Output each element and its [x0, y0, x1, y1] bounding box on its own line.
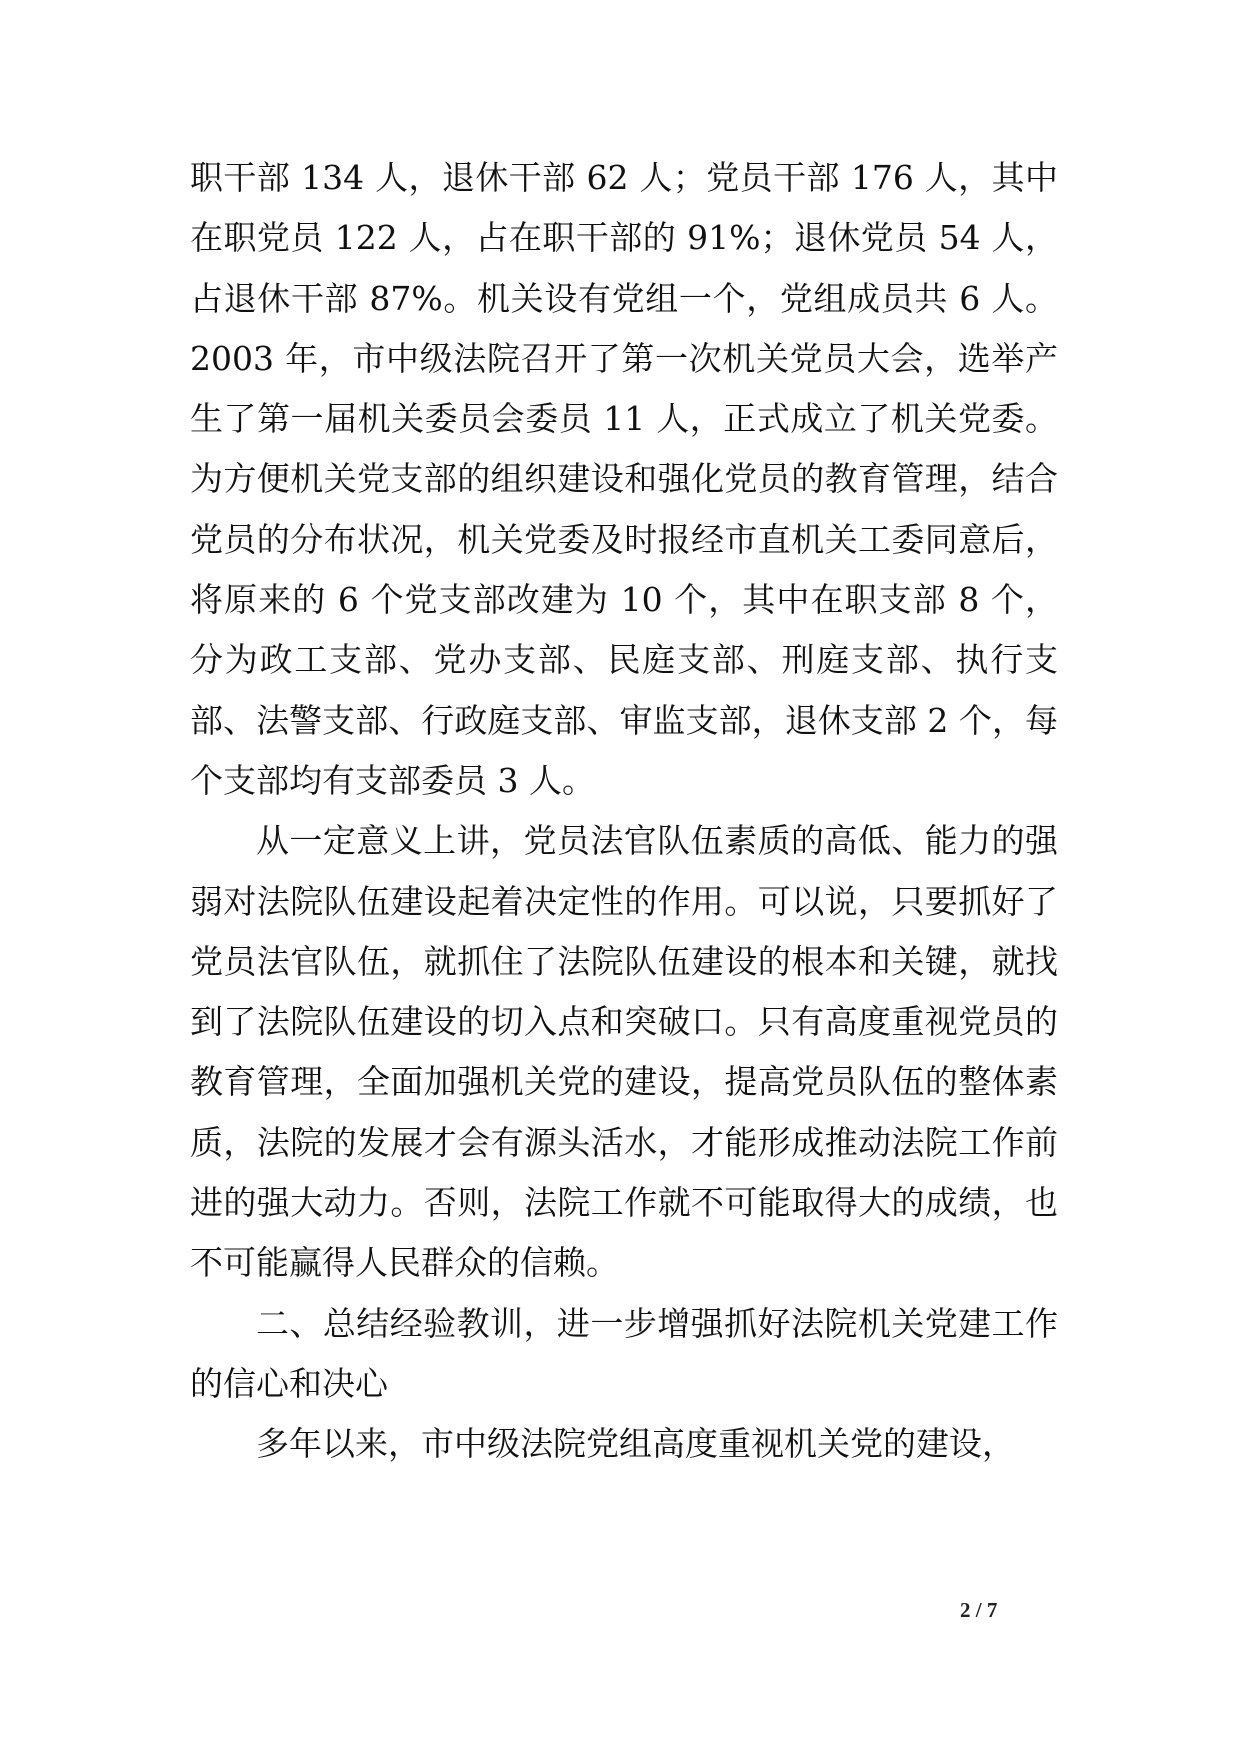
document-body	[190, 148, 1058, 1475]
paragraph-1: 职干部 134 人，退休干部 62 人；党员干部 176 人，其中在职党员 122 人，占在职干部的 91%；退休党员 54 人，占退休干部 87%。机关设有党组一个，党组成员共 6 人。2003 年，市中级法院召开了第一次机关党员大会，选举产生了第一届机关委员会委员 11 人，正式成立了机关党委。为方便机关党支部的组织建设和强化党员的教育管理，结合党员的分布状况，机关党委及时报经市直机关工委同意后，将原来的 6 个党支部改建为 10 个，其中在职支部 8 个，分为政工支部、党办支部、民庭支部、刑庭支部、执行支部、法警支部、行政庭支部、审监支部，退休支部 2 个，每个支部均有支部委员 3 人。	[190, 158, 1058, 800]
paragraph-3: 多年以来，市中级法院党组高度重视机关党的建设，	[256, 1424, 1015, 1464]
paragraph-2: 从一定意义上讲，党员法官队伍素质的高低、能力的强弱对法院队伍建设起着决定性的作用。可以说，只要抓好了党员法官队伍，就抓住了法院队伍建设的根本和关键，就找到了法院队伍建设的切入点和突破口。只有高度重视党员的教育管理，全面加强机关党的建设，提高党员队伍的整体素质，法院的发展才会有源头活水，才能形成推动法院工作前进的强大动力。否则，法院工作就不可能取得大的成绩，也不可能赢得人民群众的信赖。	[190, 821, 1058, 1283]
section-heading: 二、总结经验教训，进一步增强抓好法院机关党建工作的信心和决心	[190, 1303, 1058, 1403]
page-number: 2 / 7	[960, 1598, 998, 1622]
